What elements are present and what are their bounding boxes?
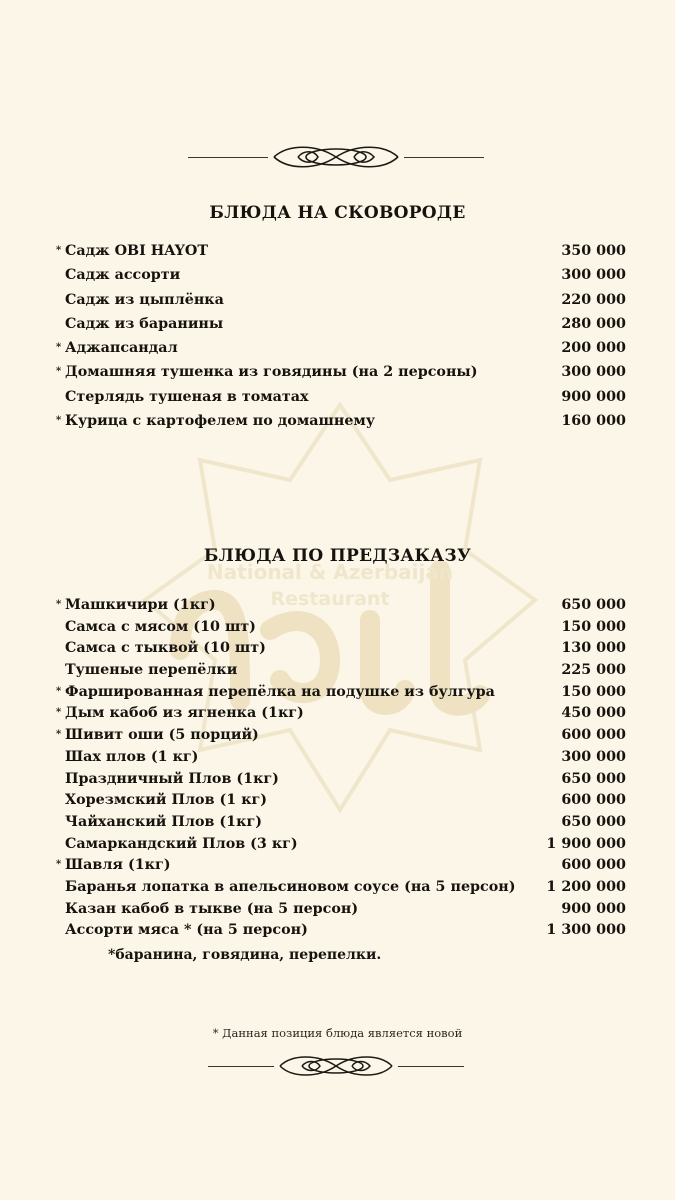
menu-item-name-wrap: [56, 922, 546, 938]
menu-item-price: 1 300 000: [546, 922, 626, 939]
menu-item-row: [56, 340, 626, 364]
menu-item-row: [56, 727, 626, 749]
flourish-icon: [268, 138, 404, 176]
menu-item-price: 200 000: [561, 340, 626, 357]
menu-item-name: Шивит оши (5 порций): [65, 727, 259, 744]
menu-item-row: [56, 922, 626, 944]
menu-item-name-wrap: [56, 389, 546, 405]
new-item-star: *: [56, 707, 62, 719]
menu-item-name-wrap: [56, 771, 546, 787]
menu-item-price: 130 000: [561, 640, 626, 657]
menu-item-row: [56, 705, 626, 727]
menu-item-price: 350 000: [561, 243, 626, 259]
menu-item-price: 600 000: [561, 727, 626, 744]
menu-item-row: [56, 316, 626, 340]
menu-item-name: Дым кабоб из ягненка (1кг): [65, 705, 304, 722]
menu-item-name: Курица с картофелем по домашнему: [65, 413, 376, 430]
menu-item-row: [56, 364, 626, 388]
new-item-star: *: [56, 245, 62, 256]
menu-item-name-wrap: [56, 364, 546, 380]
menu-item-name-wrap: [56, 640, 546, 656]
menu-item-row: [56, 836, 626, 858]
menu-item-name-wrap: [56, 684, 546, 700]
menu-item-name: Садж из цыплёнка: [65, 291, 224, 308]
menu-item-price: 160 000: [561, 413, 626, 430]
watermark-line2: Restaurant: [270, 588, 390, 610]
menu-item-name: Тушеные перепёлки: [65, 662, 238, 679]
section-title-predzakaz: БЛЮДА ПО ПРЕДЗАКАЗУ: [203, 546, 472, 566]
new-item-star: *: [56, 599, 62, 610]
menu-item-name: Машкичири (1кг): [65, 597, 216, 613]
menu-item-row: [56, 389, 626, 413]
watermark-line1: National & Azerbaijan: [206, 560, 454, 584]
menu-item-name-wrap: [56, 857, 546, 873]
menu-item-name: Аджапсандал: [65, 340, 178, 357]
menu-item-name-wrap: [56, 792, 546, 808]
menu-item-name: Шавля (1кг): [65, 857, 171, 874]
menu-item-row: [56, 619, 626, 641]
new-item-star: *: [56, 685, 62, 697]
menu-item-price: 280 000: [561, 315, 626, 332]
menu-item-price: 450 000: [561, 705, 626, 722]
ornament-rule-right: [404, 157, 484, 158]
menu-item-price: 900 000: [561, 900, 626, 917]
menu-item-price: 150 000: [561, 683, 626, 700]
menu-item-row: [56, 684, 626, 706]
menu-item-price: 650 000: [561, 770, 626, 787]
menu-item-row: [56, 413, 626, 437]
menu-item-name: Самса с тыквой (10 шт): [65, 640, 266, 657]
ornament-rule-left: [188, 157, 268, 158]
new-item-star: *: [56, 342, 62, 354]
menu-item-name-wrap: [56, 597, 546, 613]
menu-item-row: [56, 292, 626, 316]
assorti-note: *баранина, говядина, перепелки.: [108, 947, 382, 963]
menu-item-name-wrap: [56, 901, 546, 917]
menu-item-name: Фаршированная перепёлка на подушке из булгура: [65, 683, 495, 700]
menu-item-name: Чайханский Плов (1кг): [65, 813, 262, 830]
menu-item-row: [56, 662, 626, 684]
menu-item-name: Садж ассорти: [65, 267, 181, 284]
menu-item-row: [56, 267, 626, 291]
top-ornament-divider: [188, 138, 484, 176]
new-item-star: *: [56, 366, 62, 378]
section-title-skovoroda: БЛЮДА НА СКОВОРОДЕ: [209, 203, 466, 223]
menu-item-name-wrap: [56, 267, 546, 283]
menu-item-row: [56, 792, 626, 814]
menu-item-name-wrap: [56, 340, 546, 356]
ornament-rule-right: [398, 1066, 464, 1067]
menu-item-name-wrap: [56, 316, 546, 332]
menu-item-price: 300 000: [561, 748, 626, 765]
menu-item-price: 220 000: [561, 291, 626, 308]
new-item-star: *: [56, 415, 62, 427]
menu-item-price: 600 000: [561, 857, 626, 874]
menu-item-name: Стерлядь тушеная в томатах: [65, 388, 309, 405]
menu-item-name: Хорезмский Плов (1 кг): [65, 792, 268, 809]
new-item-star: *: [56, 729, 62, 741]
menu-item-row: [56, 901, 626, 923]
menu-item-name-wrap: [56, 619, 546, 635]
flourish-icon: [274, 1048, 398, 1084]
ornament-rule-left: [208, 1066, 274, 1067]
menu-item-name-wrap: [56, 662, 546, 678]
menu-item-price: 300 000: [561, 267, 626, 284]
menu-item-name-wrap: [56, 413, 546, 429]
menu-item-price: 650 000: [561, 597, 626, 613]
menu-item-row: [56, 640, 626, 662]
menu-item-row: [56, 879, 626, 901]
menu-item-name: Праздничный Плов (1кг): [65, 770, 279, 787]
menu-item-price: 1 200 000: [546, 878, 626, 895]
bottom-ornament-divider: [208, 1048, 464, 1084]
menu-item-row: [56, 857, 626, 879]
menu-item-name: Садж из баранины: [65, 315, 224, 332]
new-item-star: *: [56, 859, 62, 871]
menu-item-name: Самаркандский Плов (3 кг): [65, 835, 298, 852]
menu-item-price: 650 000: [561, 813, 626, 830]
skovoroda-menu-list: [56, 243, 626, 437]
menu-item-name: Баранья лопатка в апельсиновом соусе (на 5 персон): [65, 878, 516, 895]
menu-item-price: 600 000: [561, 792, 626, 809]
menu-item-name: Самса с мясом (10 шт): [65, 618, 256, 635]
menu-item-name-wrap: [56, 292, 546, 308]
predzakaz-menu-list: [56, 597, 626, 944]
new-item-footnote: * Данная позиция блюда является новой: [212, 1026, 463, 1040]
menu-item-name-wrap: [56, 814, 546, 830]
menu-item-name-wrap: [56, 749, 546, 765]
menu-item-name-wrap: [56, 243, 546, 259]
menu-item-name-wrap: [56, 879, 546, 895]
menu-item-price: 225 000: [561, 662, 626, 679]
menu-item-name: Шах плов (1 кг): [65, 748, 199, 765]
menu-item-name: Домашняя тушенка из говядины (на 2 персоны): [65, 364, 478, 381]
menu-item-name-wrap: [56, 705, 546, 721]
menu-item-name: Казан кабоб в тыкве (на 5 персон): [65, 900, 359, 917]
menu-item-price: 300 000: [561, 364, 626, 381]
menu-item-name: Садж OBI HAYOT: [65, 243, 208, 259]
menu-item-row: [56, 814, 626, 836]
menu-item-name-wrap: [56, 836, 546, 852]
menu-item-row: [56, 771, 626, 793]
menu-item-row: [56, 243, 626, 267]
menu-item-price: 1 900 000: [546, 835, 626, 852]
menu-item-row: [56, 749, 626, 771]
menu-item-price: 150 000: [561, 618, 626, 635]
menu-item-price: 900 000: [561, 388, 626, 405]
menu-item-name: Ассорти мяса * (на 5 персон): [65, 922, 308, 939]
menu-item-row: [56, 597, 626, 619]
menu-item-name-wrap: [56, 727, 546, 743]
